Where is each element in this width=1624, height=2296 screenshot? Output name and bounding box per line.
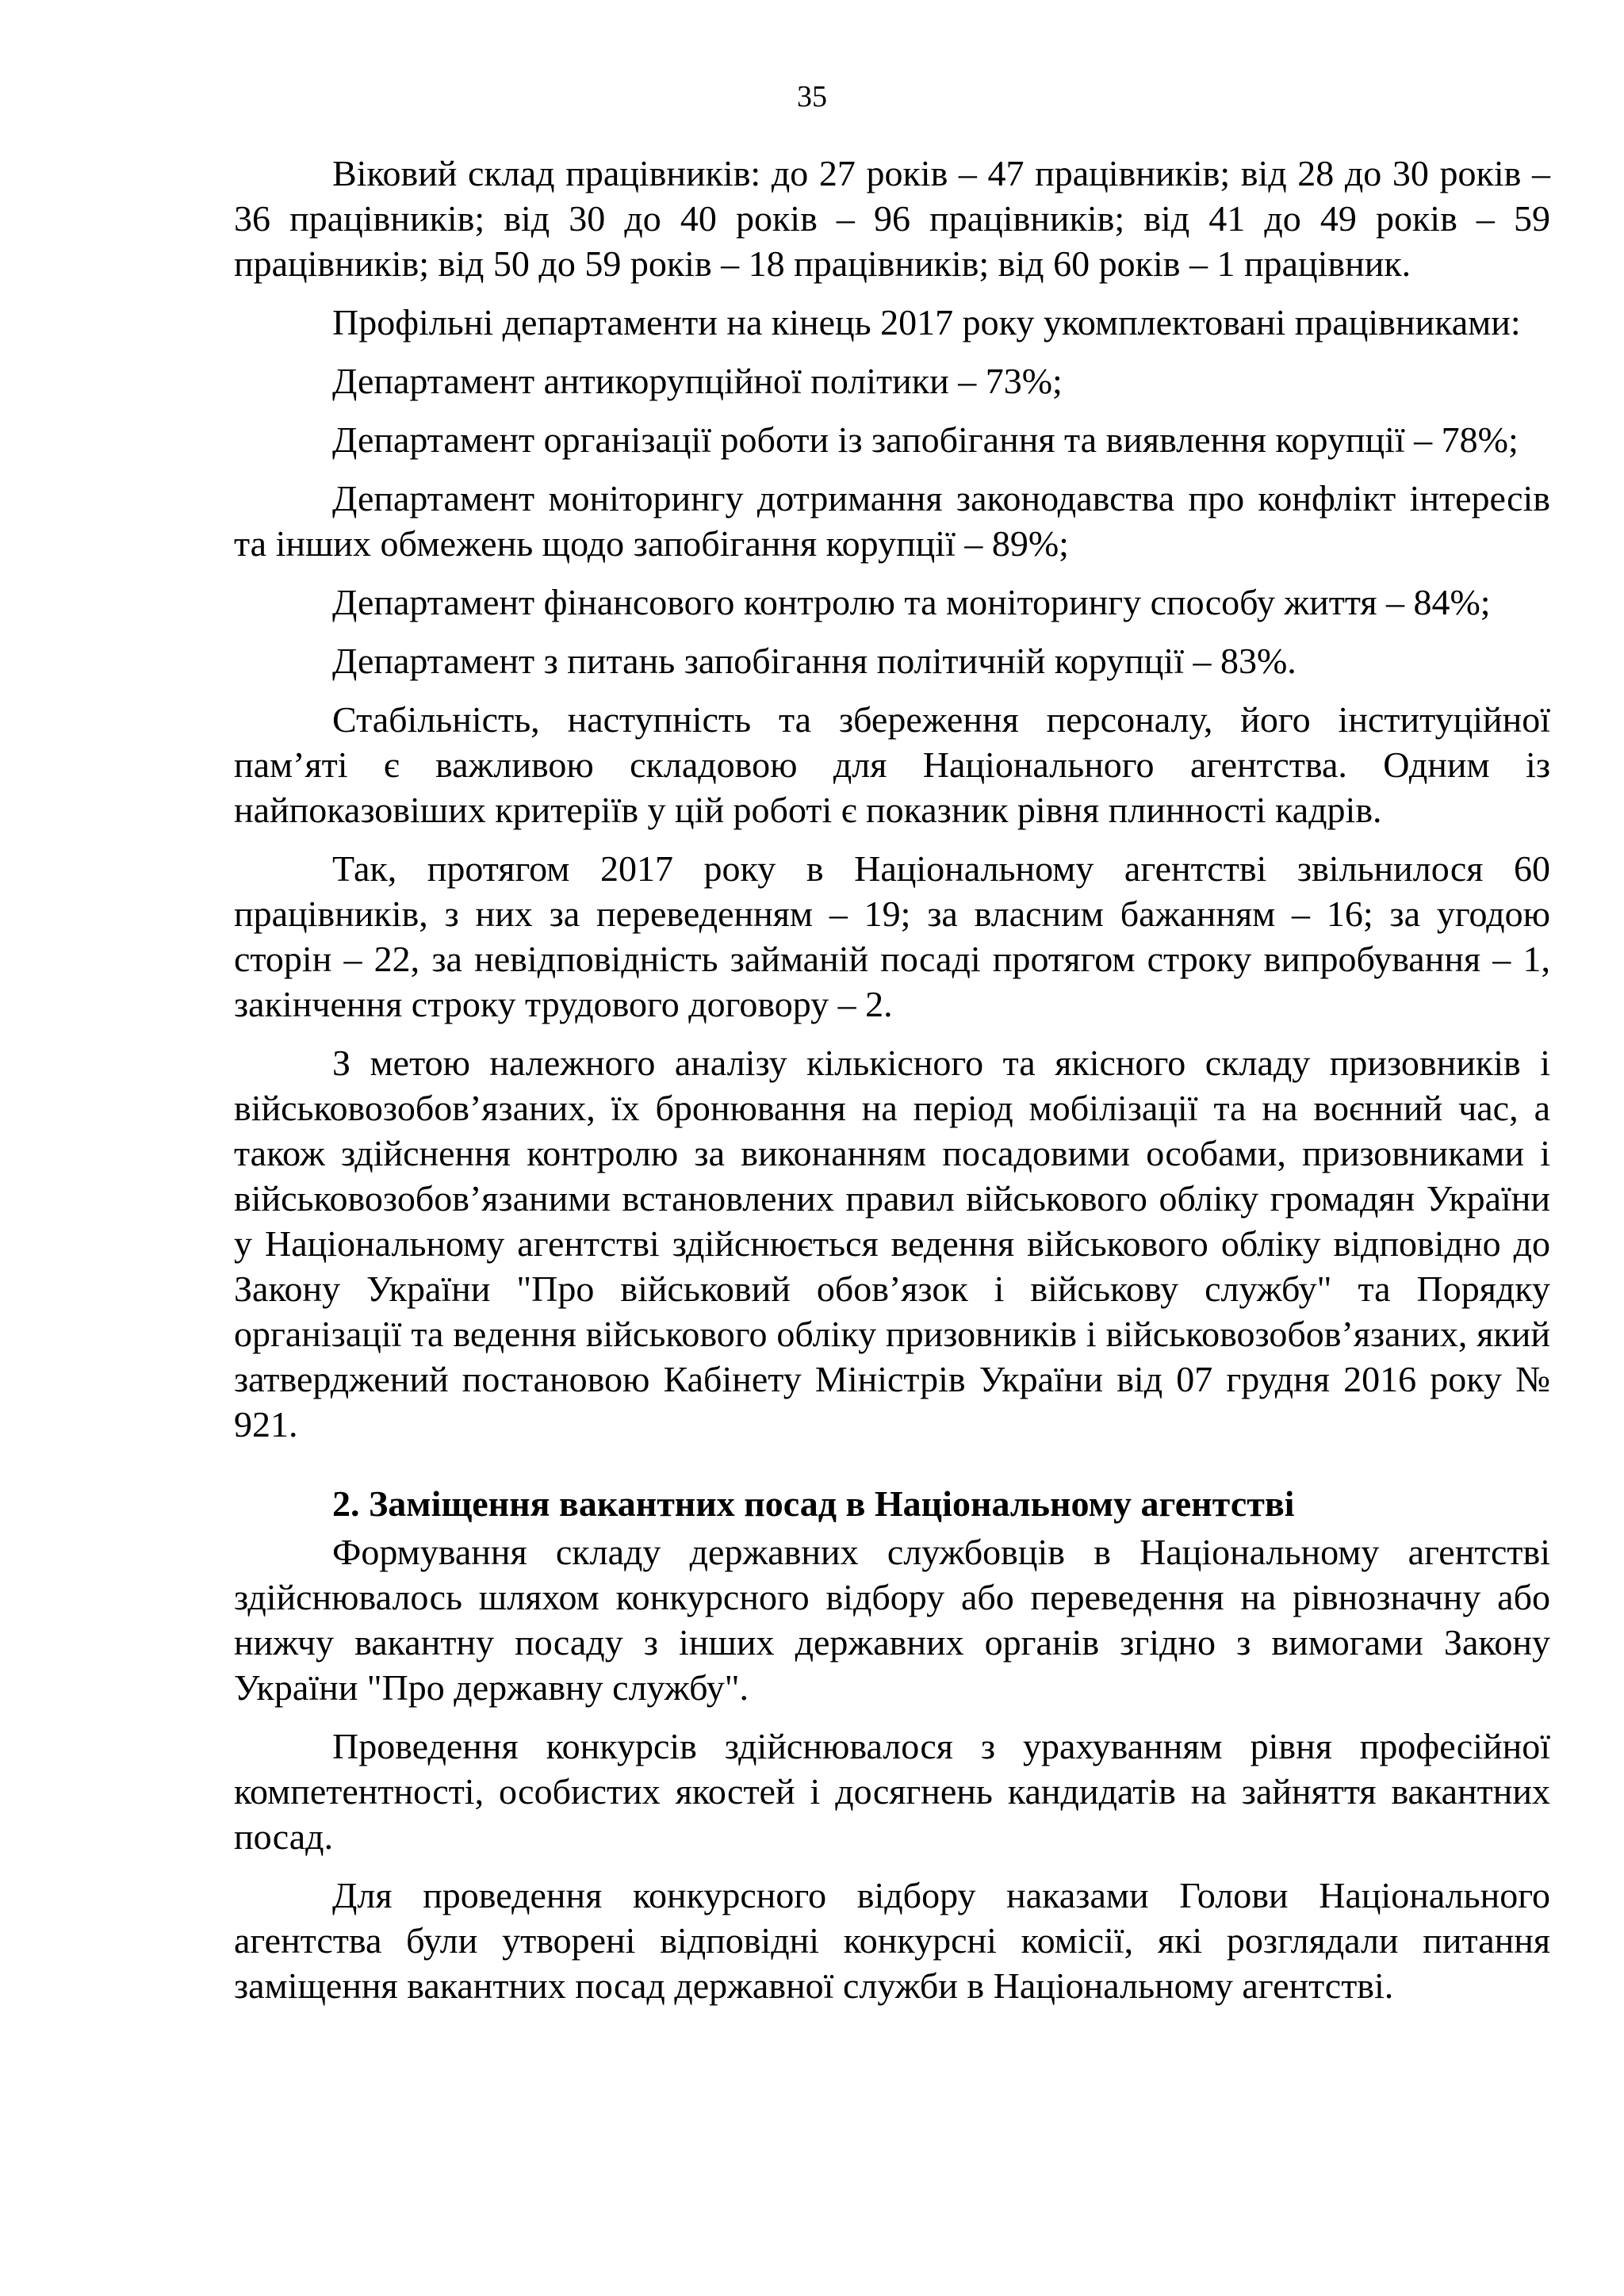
paragraph-military-registration: З метою належного аналізу кількісного та якісного складу призовників і військовозобов’язаних, їх бронювання на період мобілізації та на воєнний час, а також здійснення контролю за виконанням посадовими особами, призовниками і військовозобов’язаними встановлених правил військового обліку громадян України у Національному агентстві здійснюється ведення військового обліку відповідно до Закону України "Про військовий обов’язок і військову службу" та Порядку організації та ведення військового обліку призовників і військовозобов’язаних, який затверджений постановою Кабінету Міністрів України від 07 грудня 2016 року № 921.: [234, 1043, 1550, 1445]
section-heading: 2. Заміщення вакантних посад в Національному агентстві: [332, 1483, 1295, 1524]
paragraph-staff-formation: Формування складу державних службовців в Національному агентстві здійснювалось шляхом конкурсного відбору або переведення на рівнозначну або нижчу вакантну посаду з інших державних органів згідно з вимогами Закону України "Про державну службу".: [234, 1532, 1550, 1708]
paragraph-competition-commissions: Для проведення конкурсного відбору наказами Голови Національного агентства були утворені відповідні конкурсні комісії, які розглядали питання заміщення вакантних посад державної служби в Національному агентстві.: [234, 1875, 1550, 2006]
paragraph-dept-political-corruption: Департамент з питань запобігання політичній корупції – 83%.: [332, 641, 1297, 681]
paragraph-dept-financial-control: Департамент фінансового контролю та моніторингу способу життя – 84%;: [332, 582, 1491, 622]
paragraph-dept-anticorruption-policy: Департамент антикорупційної політики – 73%;: [332, 361, 1063, 401]
paragraph-departments-staffing: Профільні департаменти на кінець 2017 року укомплектовані працівниками:: [332, 302, 1521, 342]
paragraph-staff-turnover: Так, протягом 2017 року в Національному агентстві звільнилося 60 працівників, з них за переведенням – 19; за власним бажанням – 16; за угодою сторін – 22, за невідповідність займаній посаді протягом строку випробування – 1, закінчення строку трудового договору – 2.: [234, 848, 1550, 1024]
paragraph-age-composition: Віковий склад працівників: до 27 років – 47 працівників; від 28 до 30 років – 36 працівників; від 30 до 40 років – 96 працівників; від 41 до 49 років – 59 працівників; від 50 до 59 років – 18 працівників; від 60 років – 1 працівник.: [234, 153, 1550, 284]
paragraph-staff-stability: Стабільність, наступність та збереження персоналу, його інституційної пам’яті є важливою складовою для Національного агентства. Одним із найпоказовіших критеріїв у цій роботі є показник рівня плинності кадрів.: [234, 699, 1550, 830]
paragraph-dept-conflict-of-interest: Департамент моніторингу дотримання законодавства про конфлікт інтересів та інших обмежень щодо запобігання корупції – 89%;: [234, 478, 1550, 564]
page-number: 35: [797, 80, 827, 113]
paragraph-dept-prevention-detection: Департамент організації роботи із запобігання та виявлення корупції – 78%;: [332, 419, 1519, 460]
paragraph-competitions: Проведення конкурсів здійснювалося з урахуванням рівня професійної компетентності, особистих якостей і досягнень кандидатів на зайняття вакантних посад.: [234, 1726, 1550, 1857]
document-body: [234, 151, 1550, 2022]
